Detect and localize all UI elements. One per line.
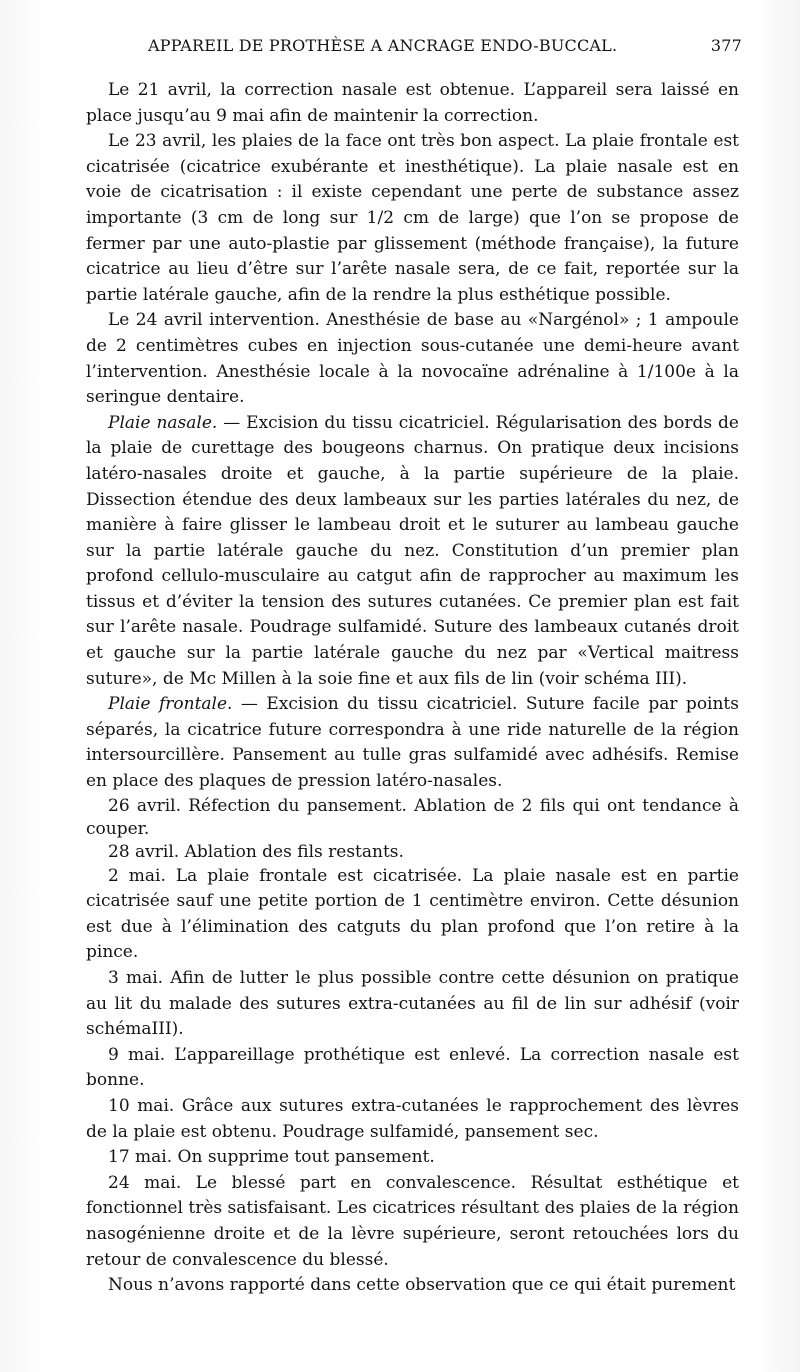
running-title: APPAREIL DE PROTHÈSE A ANCRAGE ENDO-BUCCAL. [148, 36, 618, 55]
paragraph-text: — Excision du tissu cicatriciel. Suture facile par points séparés, la cicatrice future correspondra à une ride naturelle de la région intersourcillère. Pansement au tulle gras sulfamidé avec adhésifs. Remise en place des plaques de pression latéro-nasales. [86, 694, 739, 792]
paragraph-label: Plaie frontale. [108, 694, 233, 715]
paragraph-10-may [86, 1094, 739, 1145]
paragraph-text: Le 23 avril, les plaies de la face ont très bon aspect. La plaie frontale est cicatrisée (cicatrice exubérante et inesthétique). La plaie nasale est en voie de cicatrisation : il existe cependant une perte de substance assez importante (3 cm de long sur 1/2 cm de large) que l’on se propose de fermer par une auto-plastie par glissement (méthode française), la future cicatrice au lieu d’être sur l’arête nasale sera, de ce fait, reportée sur la partie latérale gauche, afin de la rendre la plus esthétique possible. [86, 131, 739, 305]
paragraph-text: 2 mai. La plaie frontale est cicatrisée. La plaie nasale est en partie cicatrisée sauf une petite portion de 1 centimètre environ. Cette désunion est due à l’élimination des catguts du plan profond que l’on retire à la pince. [86, 865, 739, 963]
paragraph-final [86, 1273, 739, 1299]
paragraph-21-april [86, 78, 739, 129]
paragraph-text: 28 avril. Ablation des fils restants. [108, 841, 404, 862]
paragraph-17-may [86, 1145, 739, 1171]
paragraph-text: Le 24 avril intervention. Anesthésie de base au «Nargénol» ; 1 ampoule de 2 centimètres cubes en injection sous-cutanée une demi-heure avant l’intervention. Anesthésie locale à la novocaïne adrénaline à 1/100e à la seringue dentaire. [86, 310, 739, 408]
paragraph-28-april [86, 841, 739, 864]
paragraph-label: Plaie nasale. [108, 412, 218, 433]
body-text [86, 78, 739, 1299]
paragraph-text: — Excision du tissu cicatriciel. Régularisation des bords de la plaie de curettage des bougeons charnus. On pratique deux incisions latéro-nasales droite et gauche, à la partie supérieure de la plaie. Dissection étendue des deux lambeaux sur les parties latérales du nez, de manière à faire glisser le lambeau droit et le suturer au lambeau gauche sur la partie latérale gauche du nez. Constitution d’un premier plan profond cellulo-musculaire au catgut afin de rapprocher au maximum les tissus et d’éviter la tension des sutures cutanées. Ce premier plan est fait sur l’arête nasale. Poudrage sulfamidé. Suture des lambeaux cutanés droit et gauche sur la partie latérale gauche du nez par «Vertical maitress suture», de Mc Millen à la soie fine et aux fils de lin (voir schéma III). [86, 412, 739, 689]
paragraph-2-may [86, 864, 739, 966]
page-number: 377 [710, 36, 742, 55]
paragraph-text: 17 mai. On supprime tout pansement. [108, 1147, 435, 1168]
paragraph-text: 3 mai. Afin de lutter le plus possible contre cette désunion on pratique au lit du malade des sutures extra-cutanées au fil de lin sur adhésif (voir schémaIII). [86, 968, 739, 1040]
paragraph-text: 10 mai. Grâce aux sutures extra-cutanées le rapprochement des lèvres de la plaie est obtenu. Poudrage sulfamidé, pansement sec. [86, 1095, 739, 1142]
bottom-margin [0, 1362, 800, 1372]
paragraph-text: 24 mai. Le blessé part en convalescence. Résultat esthétique et fonctionnel très satisfaisant. Les cicatrices résultant des plaies de la région nasogénienne droite et de la lèvre supérieure, seront retouchées lors du retour de convalescence du blessé. [86, 1172, 739, 1270]
running-header [92, 34, 742, 58]
paragraph-text: Le 21 avril, la correction nasale est obtenue. L’appareil sera laissé en place jusqu’au 9 mai afin de maintenir la correction. [86, 80, 739, 126]
paragraph-24-may [86, 1171, 739, 1273]
paragraph-3-may [86, 966, 739, 1043]
paragraph-text: Nous n’avons rapporté dans cette observation que ce qui était purement [108, 1275, 736, 1296]
paragraph-plaie-frontale [86, 692, 739, 794]
paragraph-24-april [86, 308, 739, 410]
paragraph-26-april [86, 795, 739, 841]
paragraph-23-april [86, 129, 739, 308]
paragraph-text: 26 avril. Réfection du pansement. Ablation de 2 fils qui ont tendance à couper. [86, 795, 739, 839]
paragraph-plaie-nasale [86, 411, 739, 693]
paragraph-text: 9 mai. L’appareillage prothétique est enlevé. La correction nasale est bonne. [86, 1044, 739, 1091]
paragraph-9-may [86, 1043, 739, 1094]
